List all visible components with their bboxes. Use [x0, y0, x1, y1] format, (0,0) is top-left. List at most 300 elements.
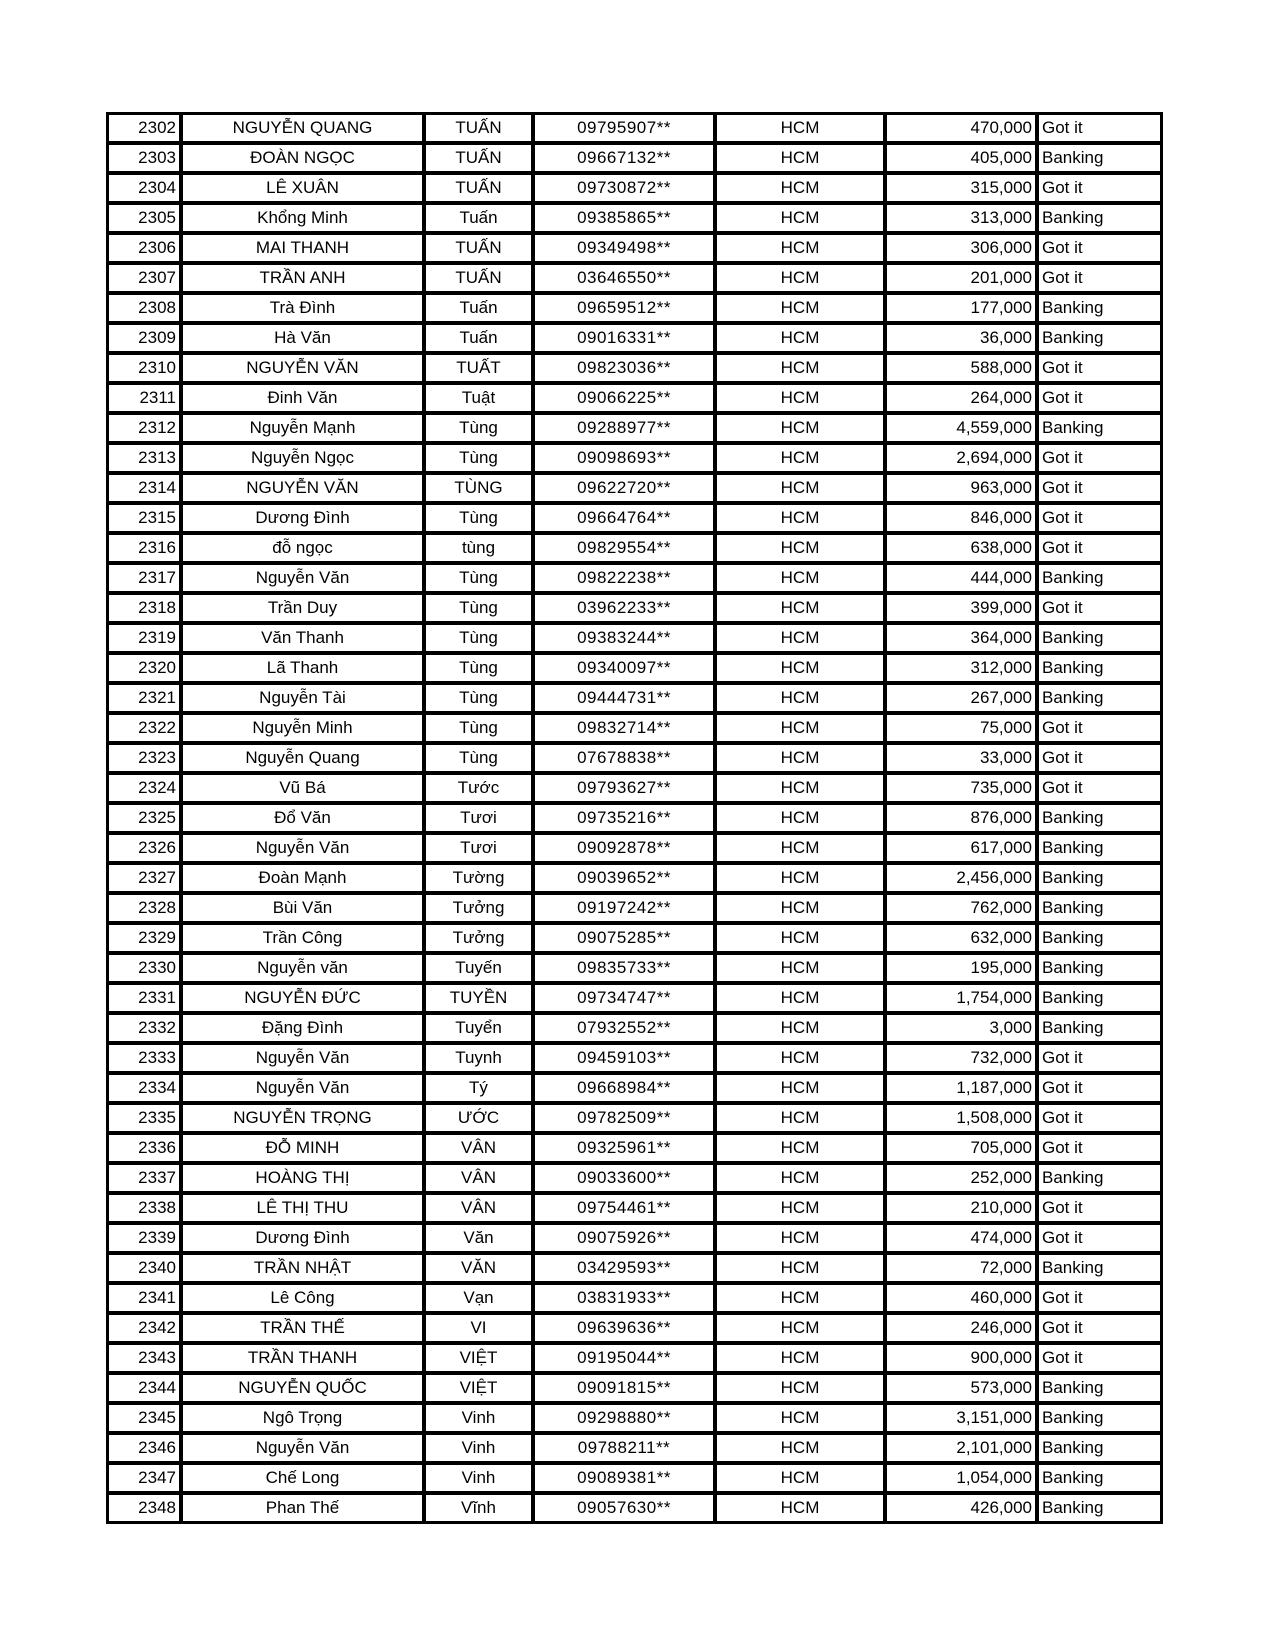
cell-city: HCM — [715, 1403, 885, 1433]
cell-status: Got it — [1037, 473, 1162, 503]
cell-city: HCM — [715, 923, 885, 953]
cell-city: HCM — [715, 1013, 885, 1043]
cell-status: Banking — [1037, 863, 1162, 893]
cell-phone: 09782509** — [533, 1103, 715, 1133]
cell-city: HCM — [715, 1343, 885, 1373]
cell-amount: 312,000 — [885, 653, 1037, 683]
cell-phone: 09823036** — [533, 353, 715, 383]
cell-last_name: Tưởng — [424, 893, 533, 923]
cell-amount: 762,000 — [885, 893, 1037, 923]
cell-status: Banking — [1037, 1253, 1162, 1283]
cell-phone: 09089381** — [533, 1463, 715, 1493]
cell-city: HCM — [715, 293, 885, 323]
cell-last_name: Tuấn — [424, 323, 533, 353]
table-row — [107, 1163, 1162, 1193]
table-row — [107, 683, 1162, 713]
cell-last_name: Tý — [424, 1073, 533, 1103]
cell-city: HCM — [715, 353, 885, 383]
cell-id: 2336 — [107, 1133, 181, 1163]
cell-id: 2335 — [107, 1103, 181, 1133]
cell-id: 2346 — [107, 1433, 181, 1463]
cell-phone: 09795907** — [533, 113, 715, 143]
cell-phone: 09016331** — [533, 323, 715, 353]
cell-city: HCM — [715, 233, 885, 263]
cell-id: 2330 — [107, 953, 181, 983]
cell-phone: 07678838** — [533, 743, 715, 773]
cell-first_name: ĐOÀN NGỌC — [181, 143, 424, 173]
table-row — [107, 1103, 1162, 1133]
cell-last_name: VÂN — [424, 1193, 533, 1223]
table-row — [107, 503, 1162, 533]
table-row — [107, 1373, 1162, 1403]
cell-amount: 735,000 — [885, 773, 1037, 803]
cell-amount: 2,456,000 — [885, 863, 1037, 893]
cell-status: Got it — [1037, 1313, 1162, 1343]
cell-amount: 876,000 — [885, 803, 1037, 833]
cell-amount: 195,000 — [885, 953, 1037, 983]
cell-amount: 638,000 — [885, 533, 1037, 563]
cell-first_name: Trần Công — [181, 923, 424, 953]
cell-city: HCM — [715, 1373, 885, 1403]
cell-phone: 03646550** — [533, 263, 715, 293]
cell-amount: 3,151,000 — [885, 1403, 1037, 1433]
cell-city: HCM — [715, 713, 885, 743]
cell-city: HCM — [715, 1433, 885, 1463]
cell-phone: 09639636** — [533, 1313, 715, 1343]
cell-last_name: Tuật — [424, 383, 533, 413]
cell-phone: 07932552** — [533, 1013, 715, 1043]
cell-phone: 09622720** — [533, 473, 715, 503]
cell-amount: 201,000 — [885, 263, 1037, 293]
cell-status: Got it — [1037, 1103, 1162, 1133]
cell-city: HCM — [715, 623, 885, 653]
table-row — [107, 233, 1162, 263]
cell-id: 2309 — [107, 323, 181, 353]
cell-city: HCM — [715, 1043, 885, 1073]
cell-first_name: Phan Thế — [181, 1493, 424, 1523]
cell-city: HCM — [715, 773, 885, 803]
cell-id: 2312 — [107, 413, 181, 443]
cell-last_name: Tước — [424, 773, 533, 803]
cell-status: Banking — [1037, 1493, 1162, 1523]
cell-id: 2332 — [107, 1013, 181, 1043]
cell-id: 2340 — [107, 1253, 181, 1283]
cell-city: HCM — [715, 533, 885, 563]
cell-last_name: Vinh — [424, 1403, 533, 1433]
cell-city: HCM — [715, 1313, 885, 1343]
cell-last_name: Tuyến — [424, 953, 533, 983]
cell-first_name: Văn Thanh — [181, 623, 424, 653]
cell-amount: 210,000 — [885, 1193, 1037, 1223]
cell-id: 2348 — [107, 1493, 181, 1523]
cell-status: Banking — [1037, 623, 1162, 653]
cell-status: Got it — [1037, 1193, 1162, 1223]
cell-last_name: Tùng — [424, 713, 533, 743]
cell-id: 2315 — [107, 503, 181, 533]
table-row — [107, 1193, 1162, 1223]
cell-status: Banking — [1037, 293, 1162, 323]
cell-first_name: đỗ ngọc — [181, 533, 424, 563]
table-row — [107, 923, 1162, 953]
cell-city: HCM — [715, 1133, 885, 1163]
cell-first_name: Trà Đình — [181, 293, 424, 323]
cell-last_name: TUYỀN — [424, 983, 533, 1013]
cell-city: HCM — [715, 1223, 885, 1253]
table-row — [107, 983, 1162, 1013]
cell-first_name: Hà Văn — [181, 323, 424, 353]
cell-amount: 36,000 — [885, 323, 1037, 353]
cell-amount: 444,000 — [885, 563, 1037, 593]
cell-city: HCM — [715, 413, 885, 443]
cell-city: HCM — [715, 1253, 885, 1283]
cell-phone: 09325961** — [533, 1133, 715, 1163]
cell-city: HCM — [715, 1073, 885, 1103]
cell-phone: 09668984** — [533, 1073, 715, 1103]
cell-amount: 1,508,000 — [885, 1103, 1037, 1133]
cell-last_name: VIỆT — [424, 1343, 533, 1373]
table-row — [107, 863, 1162, 893]
cell-first_name: Đinh Văn — [181, 383, 424, 413]
cell-first_name: Nguyễn Minh — [181, 713, 424, 743]
cell-city: HCM — [715, 263, 885, 293]
cell-city: HCM — [715, 173, 885, 203]
table-row — [107, 383, 1162, 413]
cell-status: Got it — [1037, 1043, 1162, 1073]
cell-last_name: Tùng — [424, 563, 533, 593]
cell-amount: 588,000 — [885, 353, 1037, 383]
cell-first_name: TRẦN THẾ — [181, 1313, 424, 1343]
cell-city: HCM — [715, 653, 885, 683]
table-row — [107, 173, 1162, 203]
cell-id: 2324 — [107, 773, 181, 803]
table-row — [107, 1343, 1162, 1373]
cell-status: Banking — [1037, 983, 1162, 1013]
cell-amount: 264,000 — [885, 383, 1037, 413]
cell-city: HCM — [715, 743, 885, 773]
cell-phone: 09057630** — [533, 1493, 715, 1523]
table-row — [107, 773, 1162, 803]
cell-amount: 617,000 — [885, 833, 1037, 863]
cell-id: 2304 — [107, 173, 181, 203]
cell-first_name: ĐỖ MINH — [181, 1133, 424, 1163]
table-row — [107, 293, 1162, 323]
payout-table — [106, 112, 1163, 1524]
table-row — [107, 1313, 1162, 1343]
table-row — [107, 1013, 1162, 1043]
cell-city: HCM — [715, 143, 885, 173]
table-row — [107, 893, 1162, 923]
cell-status: Banking — [1037, 1013, 1162, 1043]
cell-last_name: Tùng — [424, 653, 533, 683]
cell-phone: 09075926** — [533, 1223, 715, 1253]
cell-amount: 900,000 — [885, 1343, 1037, 1373]
cell-city: HCM — [715, 863, 885, 893]
cell-last_name: VI — [424, 1313, 533, 1343]
cell-phone: 09735216** — [533, 803, 715, 833]
cell-city: HCM — [715, 1463, 885, 1493]
cell-id: 2313 — [107, 443, 181, 473]
cell-first_name: Bùi Văn — [181, 893, 424, 923]
cell-amount: 573,000 — [885, 1373, 1037, 1403]
cell-amount: 732,000 — [885, 1043, 1037, 1073]
cell-last_name: tùng — [424, 533, 533, 563]
cell-phone: 09340097** — [533, 653, 715, 683]
cell-amount: 3,000 — [885, 1013, 1037, 1043]
cell-first_name: NGUYỄN VĂN — [181, 353, 424, 383]
cell-phone: 09829554** — [533, 533, 715, 563]
cell-status: Got it — [1037, 743, 1162, 773]
cell-city: HCM — [715, 833, 885, 863]
cell-last_name: Tuynh — [424, 1043, 533, 1073]
cell-status: Banking — [1037, 1403, 1162, 1433]
cell-id: 2337 — [107, 1163, 181, 1193]
cell-id: 2303 — [107, 143, 181, 173]
cell-id: 2326 — [107, 833, 181, 863]
table-row — [107, 1283, 1162, 1313]
cell-amount: 2,694,000 — [885, 443, 1037, 473]
table-row — [107, 533, 1162, 563]
cell-amount: 405,000 — [885, 143, 1037, 173]
table-row — [107, 653, 1162, 683]
cell-last_name: Tùng — [424, 443, 533, 473]
cell-first_name: Trần Duy — [181, 593, 424, 623]
cell-first_name: Nguyễn Tài — [181, 683, 424, 713]
cell-first_name: Nguyễn Văn — [181, 1043, 424, 1073]
cell-city: HCM — [715, 563, 885, 593]
cell-phone: 09730872** — [533, 173, 715, 203]
cell-id: 2314 — [107, 473, 181, 503]
cell-status: Banking — [1037, 203, 1162, 233]
cell-amount: 4,559,000 — [885, 413, 1037, 443]
cell-city: HCM — [715, 953, 885, 983]
table-row — [107, 953, 1162, 983]
cell-amount: 399,000 — [885, 593, 1037, 623]
cell-id: 2317 — [107, 563, 181, 593]
cell-last_name: VÂN — [424, 1133, 533, 1163]
cell-id: 2327 — [107, 863, 181, 893]
cell-status: Got it — [1037, 593, 1162, 623]
cell-status: Got it — [1037, 533, 1162, 563]
cell-amount: 1,754,000 — [885, 983, 1037, 1013]
cell-status: Banking — [1037, 1463, 1162, 1493]
cell-city: HCM — [715, 803, 885, 833]
cell-first_name: Nguyễn Văn — [181, 1433, 424, 1463]
cell-last_name: Tươi — [424, 803, 533, 833]
cell-id: 2318 — [107, 593, 181, 623]
cell-id: 2310 — [107, 353, 181, 383]
cell-last_name: VIỆT — [424, 1373, 533, 1403]
cell-phone: 09667132** — [533, 143, 715, 173]
cell-id: 2331 — [107, 983, 181, 1013]
cell-id: 2334 — [107, 1073, 181, 1103]
cell-city: HCM — [715, 473, 885, 503]
cell-status: Banking — [1037, 1373, 1162, 1403]
cell-status: Banking — [1037, 953, 1162, 983]
cell-status: Banking — [1037, 923, 1162, 953]
table-row — [107, 713, 1162, 743]
cell-first_name: NGUYỄN QUANG — [181, 113, 424, 143]
cell-amount: 72,000 — [885, 1253, 1037, 1283]
cell-city: HCM — [715, 983, 885, 1013]
cell-phone: 09734747** — [533, 983, 715, 1013]
cell-status: Got it — [1037, 353, 1162, 383]
cell-first_name: Vũ Bá — [181, 773, 424, 803]
cell-status: Got it — [1037, 1073, 1162, 1103]
cell-phone: 09195044** — [533, 1343, 715, 1373]
table-row — [107, 443, 1162, 473]
cell-id: 2328 — [107, 893, 181, 923]
cell-city: HCM — [715, 323, 885, 353]
cell-status: Banking — [1037, 1433, 1162, 1463]
cell-status: Got it — [1037, 713, 1162, 743]
cell-first_name: MAI THANH — [181, 233, 424, 263]
cell-phone: 03831933** — [533, 1283, 715, 1313]
cell-city: HCM — [715, 503, 885, 533]
cell-last_name: Vinh — [424, 1463, 533, 1493]
cell-city: HCM — [715, 443, 885, 473]
cell-first_name: TRẦN NHẬT — [181, 1253, 424, 1283]
table-row — [107, 1133, 1162, 1163]
cell-first_name: Nguyễn Quang — [181, 743, 424, 773]
cell-id: 2308 — [107, 293, 181, 323]
cell-status: Banking — [1037, 833, 1162, 863]
cell-last_name: VĂN — [424, 1253, 533, 1283]
cell-city: HCM — [715, 203, 885, 233]
cell-last_name: Tường — [424, 863, 533, 893]
cell-phone: 09788211** — [533, 1433, 715, 1463]
cell-city: HCM — [715, 1283, 885, 1313]
cell-status: Banking — [1037, 413, 1162, 443]
table-row — [107, 143, 1162, 173]
table-row — [107, 263, 1162, 293]
cell-last_name: Tùng — [424, 593, 533, 623]
cell-phone: 09075285** — [533, 923, 715, 953]
cell-first_name: Nguyễn Ngọc — [181, 443, 424, 473]
cell-status: Got it — [1037, 1283, 1162, 1313]
table-row — [107, 1433, 1162, 1463]
table-row — [107, 1073, 1162, 1103]
cell-id: 2329 — [107, 923, 181, 953]
cell-status: Banking — [1037, 143, 1162, 173]
cell-phone: 09298880** — [533, 1403, 715, 1433]
cell-first_name: Chế Long — [181, 1463, 424, 1493]
table-row — [107, 413, 1162, 443]
cell-id: 2316 — [107, 533, 181, 563]
cell-id: 2322 — [107, 713, 181, 743]
cell-phone: 09066225** — [533, 383, 715, 413]
cell-first_name: Lã Thanh — [181, 653, 424, 683]
cell-id: 2347 — [107, 1463, 181, 1493]
cell-phone: 09092878** — [533, 833, 715, 863]
cell-status: Got it — [1037, 173, 1162, 203]
cell-last_name: TUẤN — [424, 113, 533, 143]
cell-amount: 267,000 — [885, 683, 1037, 713]
table-row — [107, 623, 1162, 653]
table-row — [107, 353, 1162, 383]
cell-id: 2321 — [107, 683, 181, 713]
cell-id: 2342 — [107, 1313, 181, 1343]
cell-status: Got it — [1037, 443, 1162, 473]
cell-id: 2344 — [107, 1373, 181, 1403]
cell-status: Got it — [1037, 773, 1162, 803]
table-row — [107, 323, 1162, 353]
cell-status: Got it — [1037, 1223, 1162, 1253]
cell-phone: 03429593** — [533, 1253, 715, 1283]
cell-last_name: TUẤN — [424, 143, 533, 173]
cell-city: HCM — [715, 1193, 885, 1223]
cell-last_name: TUẤN — [424, 173, 533, 203]
cell-first_name: TRẦN ANH — [181, 263, 424, 293]
cell-last_name: ƯỚC — [424, 1103, 533, 1133]
cell-phone: 09383244** — [533, 623, 715, 653]
cell-status: Got it — [1037, 1133, 1162, 1163]
cell-status: Banking — [1037, 803, 1162, 833]
cell-first_name: LÊ THỊ THU — [181, 1193, 424, 1223]
cell-phone: 09349498** — [533, 233, 715, 263]
cell-amount: 426,000 — [885, 1493, 1037, 1523]
table-body — [107, 113, 1162, 1523]
table-row — [107, 593, 1162, 623]
cell-amount: 963,000 — [885, 473, 1037, 503]
cell-amount: 474,000 — [885, 1223, 1037, 1253]
cell-amount: 306,000 — [885, 233, 1037, 263]
cell-id: 2333 — [107, 1043, 181, 1073]
cell-amount: 1,187,000 — [885, 1073, 1037, 1103]
cell-id: 2338 — [107, 1193, 181, 1223]
cell-id: 2345 — [107, 1403, 181, 1433]
table-row — [107, 1043, 1162, 1073]
cell-last_name: Tuấn — [424, 203, 533, 233]
cell-id: 2311 — [107, 383, 181, 413]
cell-phone: 09098693** — [533, 443, 715, 473]
cell-phone: 09822238** — [533, 563, 715, 593]
cell-status: Got it — [1037, 113, 1162, 143]
cell-id: 2320 — [107, 653, 181, 683]
cell-phone: 09197242** — [533, 893, 715, 923]
cell-first_name: Đặng Đình — [181, 1013, 424, 1043]
cell-city: HCM — [715, 893, 885, 923]
cell-status: Banking — [1037, 893, 1162, 923]
cell-first_name: NGUYỄN QUỐC — [181, 1373, 424, 1403]
table-row — [107, 1403, 1162, 1433]
cell-first_name: Đổ Văn — [181, 803, 424, 833]
table-row — [107, 1493, 1162, 1523]
cell-first_name: NGUYỄN ĐỨC — [181, 983, 424, 1013]
cell-amount: 470,000 — [885, 113, 1037, 143]
table-row — [107, 1253, 1162, 1283]
cell-last_name: Tùng — [424, 413, 533, 443]
cell-id: 2319 — [107, 623, 181, 653]
table-row — [107, 1223, 1162, 1253]
cell-first_name: NGUYỄN VĂN — [181, 473, 424, 503]
cell-id: 2305 — [107, 203, 181, 233]
cell-status: Got it — [1037, 383, 1162, 413]
cell-first_name: Nguyễn Mạnh — [181, 413, 424, 443]
cell-city: HCM — [715, 1163, 885, 1193]
cell-first_name: Nguyễn Văn — [181, 1073, 424, 1103]
cell-phone: 09835733** — [533, 953, 715, 983]
cell-last_name: Tươi — [424, 833, 533, 863]
cell-phone: 09444731** — [533, 683, 715, 713]
cell-amount: 315,000 — [885, 173, 1037, 203]
cell-last_name: Tuyển — [424, 1013, 533, 1043]
cell-status: Got it — [1037, 503, 1162, 533]
cell-amount: 246,000 — [885, 1313, 1037, 1343]
cell-phone: 09033600** — [533, 1163, 715, 1193]
cell-last_name: Tùng — [424, 503, 533, 533]
cell-last_name: Tưởng — [424, 923, 533, 953]
cell-amount: 75,000 — [885, 713, 1037, 743]
